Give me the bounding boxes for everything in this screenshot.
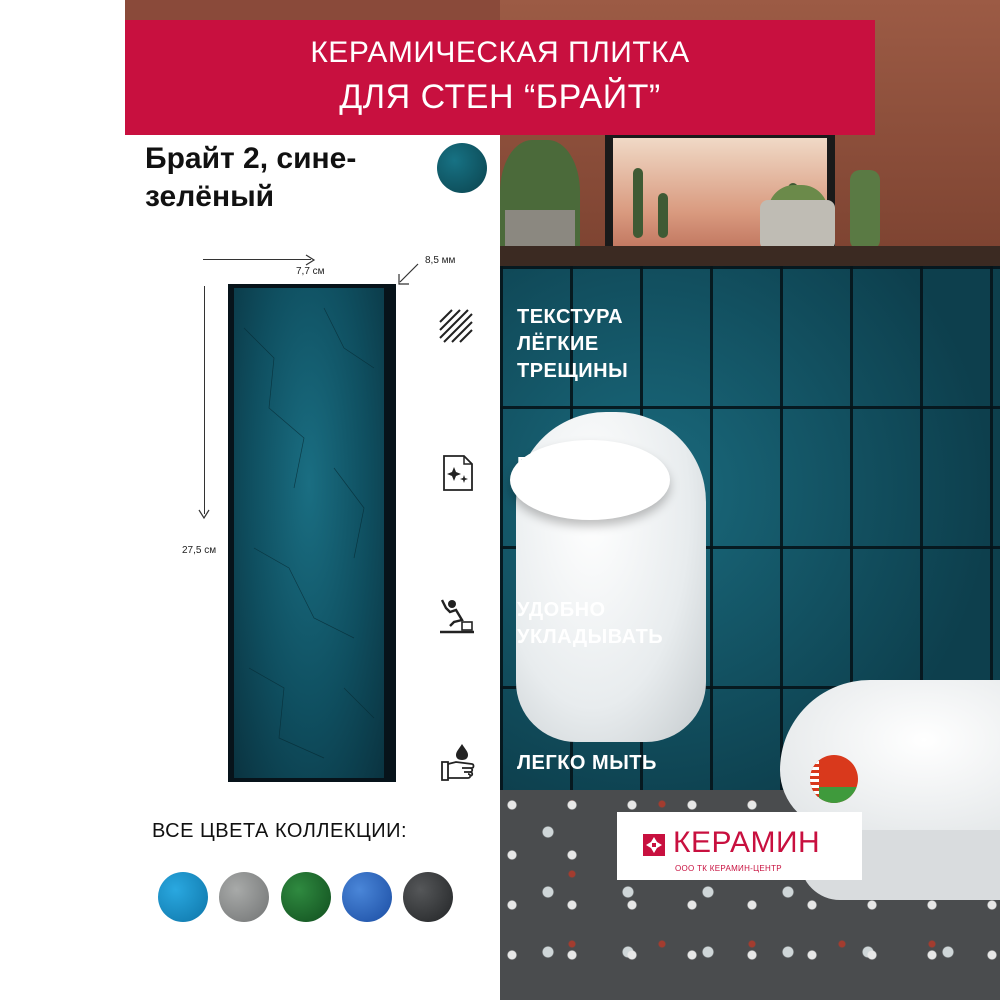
shelf bbox=[500, 246, 1000, 266]
width-dimension-line bbox=[203, 259, 311, 260]
brand-name: КЕРАМИН bbox=[673, 826, 821, 859]
pot-right bbox=[760, 200, 835, 250]
header-banner bbox=[125, 20, 875, 135]
feature-gloss-label: ГЛЯНЦЕВАЯ ГЛАЗУРЬ bbox=[517, 454, 646, 503]
banner-line-1: КЕРАМИЧЕСКАЯ ПЛИТКА bbox=[310, 36, 690, 69]
belarus-flag-icon bbox=[810, 755, 858, 803]
width-label: 7,7 см bbox=[296, 266, 325, 277]
texture-hatch-icon bbox=[438, 308, 478, 348]
height-label: 27,5 см bbox=[182, 545, 217, 556]
color-swatch-green[interactable] bbox=[281, 872, 331, 922]
banner-line-2: ДЛЯ СТЕН “БРАЙТ” bbox=[339, 78, 661, 116]
cactus bbox=[658, 193, 668, 238]
color-swatch-gray[interactable] bbox=[219, 872, 269, 922]
arrow-right-icon bbox=[304, 254, 316, 266]
feature-wash-label: ЛЕГКО МЫТЬ bbox=[517, 752, 657, 774]
product-title: Брайт 2, сине-зелёный bbox=[145, 142, 357, 213]
flag-ornament bbox=[810, 755, 819, 803]
plant-far bbox=[850, 170, 880, 250]
collection-title: ВСЕ ЦВЕТА КОЛЛЕКЦИИ: bbox=[152, 820, 408, 842]
keramin-logo-icon bbox=[643, 834, 665, 856]
product-color-swatch bbox=[437, 143, 487, 193]
glossy-sparkle-icon bbox=[438, 453, 478, 493]
thickness-label: 8,5 мм bbox=[425, 255, 456, 266]
tile-sample bbox=[228, 284, 396, 782]
arrow-down-icon bbox=[198, 508, 210, 520]
hand-drop-icon bbox=[438, 742, 478, 782]
crackle-texture bbox=[234, 288, 384, 778]
height-dimension-line bbox=[204, 286, 205, 514]
color-swatch-dark-gray[interactable] bbox=[403, 872, 453, 922]
color-swatch-light-blue[interactable] bbox=[158, 872, 208, 922]
thickness-arrow-icon bbox=[396, 262, 422, 288]
cactus bbox=[633, 168, 643, 238]
feature-install-label: УДОБНО УКЛАДЫВАТЬ bbox=[517, 599, 664, 648]
feature-texture-label: ТЕКСТУРА ЛЁГКИЕ ТРЕЩИНЫ bbox=[517, 306, 629, 382]
brand-subtitle: ООО ТК КЕРАМИН-ЦЕНТР bbox=[675, 864, 782, 873]
tile-face bbox=[234, 288, 384, 778]
installer-worker-icon bbox=[436, 596, 476, 636]
color-swatch-blue[interactable] bbox=[342, 872, 392, 922]
brand-logo-box bbox=[617, 812, 862, 880]
